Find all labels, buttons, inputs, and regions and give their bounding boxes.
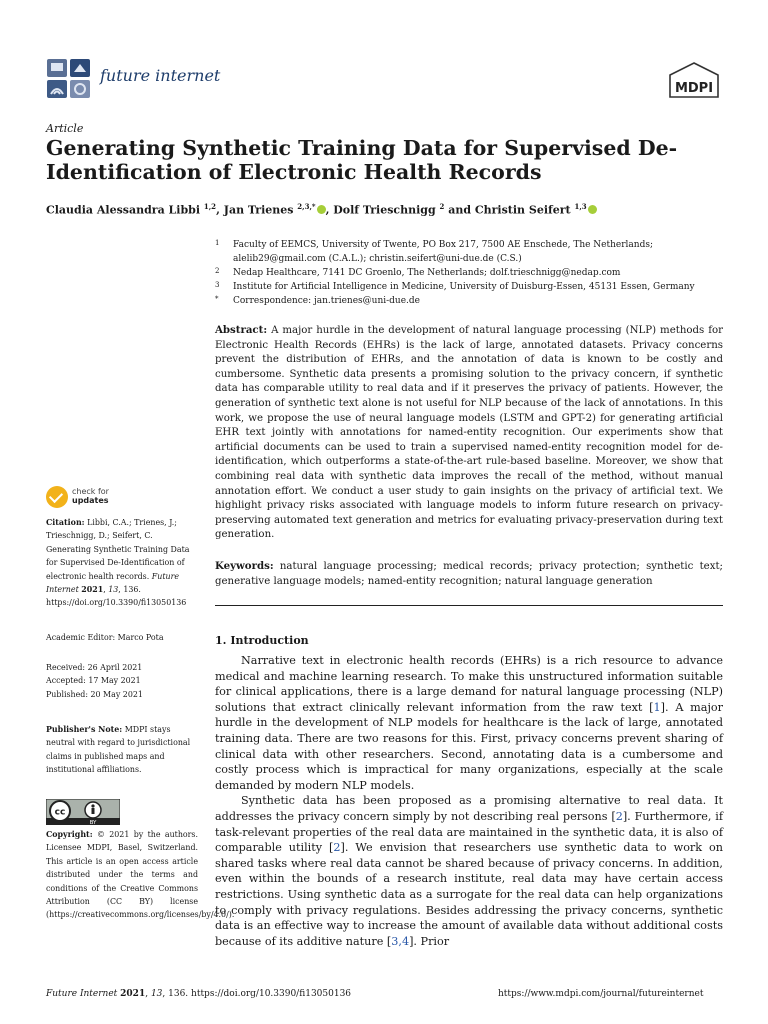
- mdpi-logo-text: MDPI: [674, 81, 714, 96]
- academic-editor: Academic Editor: Marco Pota: [46, 633, 164, 642]
- author-name: Dolf Trieschnigg: [333, 203, 436, 217]
- journal-name: future internet: [100, 66, 221, 85]
- paragraph: Synthetic data has been proposed as a promising alternative to real data. It addresses the privacy concern simply by not describing real persons [2]. Furthermore, if task-relevant properties of the real data are maintained in the synthetic data, it is also of comparable utility [2]. We envision that researchers use synthetic data to work on shared tasks where real data cannot be shared because of privacy concerns. In addition, even within the bounds of a research institute, real data may have certain access restrictions. Using synthetic data as a surrogate for the real data can help organizations to comply with privacy regulations. Besides addressing the privacy concerns, synthetic data is an effective way to increase the amount of available data without additional costs because of its additive nature [3,4]. Prior: [215, 794, 723, 948]
- correspondence: * Correspondence: jan.trienes@uni-due.de: [215, 295, 420, 306]
- cc-badge-text: BY: [89, 820, 97, 825]
- abstract-label: Abstract:: [215, 324, 268, 336]
- accepted-date: Accepted: 17 May 2021: [46, 676, 141, 686]
- article-type: Article: [46, 122, 84, 135]
- author-affil-sup: 1,2: [203, 202, 217, 211]
- citation-link[interactable]: 3,4: [391, 934, 410, 948]
- affiliations: [215, 238, 725, 308]
- abstract: [215, 323, 723, 543]
- affiliation-item: 2 Nedap Healthcare, 7141 DC Groenlo, The Netherlands; dolf.trieschnigg@nedap.com: [215, 267, 621, 278]
- author-affil-sup: 1,3: [574, 202, 587, 211]
- check-updates-label: check for: [72, 487, 109, 496]
- orcid-icon[interactable]: [588, 205, 597, 214]
- footer-citation: Future Internet 2021, 13, 136. https://doi.org/10.3390/fi13050136: [46, 989, 352, 999]
- citation-link[interactable]: 1: [653, 700, 661, 714]
- article-title: Generating Synthetic Training Data for Supervised De-Identification of Electronic Health Records: [46, 136, 678, 184]
- affiliation-item: 1 Faculty of EEMCS, University of Twente, PO Box 217, 7500 AE Enschede, The Netherlands; alelib29@gmail.com (C.A.L.); christin.seifert@uni-due.de (C.S.): [215, 239, 654, 264]
- received-date: Received: 26 April 2021: [46, 663, 143, 672]
- svg-text:cc: cc: [54, 807, 66, 818]
- publisher-note: Publisher's Note: MDPI stays neutral with regard to jurisdictional claims in published maps and institutional affiliations.: [46, 725, 191, 775]
- cc-by-license-icon[interactable]: [46, 799, 120, 825]
- citation: Citation: Libbi, C.A.; Trienes, J.; Trieschnigg, D.; Seifert, C. Generating Synthetic Training Data for Supervised De-Identification of electronic health records. Future Internet 2021, 13, 136. https://doi.org/10.3390/fi13050136: [46, 518, 190, 608]
- check-for-updates-button[interactable]: [46, 486, 186, 510]
- section-heading: 1. Introduction: [215, 634, 309, 647]
- paragraph: Narrative text in electronic health records (EHRs) is a rich resource to advance medical and machine learning research. To make this unstructured information suitable for clinical applications, there is a large demand for natural language processing (NLP) solutions that extract clinically relevant information from the raw text [1]. A major hurdle in the development of NLP models for healthcare is the lack of large, annotated training data. There are two reasons for this. First, privacy concerns prevent sharing of clinical data with other researchers. Second, annotating data is a cumbersome and costly process which is impractical for many organizations, especially at the scale demanded by modern NLP models.: [215, 654, 723, 792]
- body-text: [215, 653, 723, 949]
- dates: [46, 661, 198, 701]
- published-date: Published: 20 May 2021: [46, 689, 143, 699]
- affiliation-item: 3 Institute for Artificial Intelligence in Medicine, University of Duisburg-Essen, 45131 Essen, Germany: [215, 281, 695, 292]
- footer-url[interactable]: https://www.mdpi.com/journal/futureinternet: [498, 989, 704, 999]
- author-name: Claudia Alessandra Libbi: [46, 203, 201, 217]
- author-name: Jan Trienes: [223, 203, 294, 217]
- author-list: Claudia Alessandra Libbi $^{1,2}$, Jan Trienes $^{2,3,*}$ , Dolf Trieschnigg $^2$ and Christin Seifert $^{1,3}$: [46, 202, 597, 217]
- citation-link[interactable]: 2: [333, 841, 341, 855]
- keywords: [215, 559, 723, 589]
- check-updates-label-bold: updates: [72, 496, 109, 505]
- orcid-icon[interactable]: [317, 205, 326, 214]
- keywords-text: natural language processing; medical records; privacy protection; synthetic text; generative language models; named-entity recognition; natural language generation: [215, 561, 723, 587]
- keywords-label: Keywords:: [215, 560, 274, 572]
- author-name: Christin Seifert: [474, 203, 571, 217]
- author-affil-sup: 2,3,*: [297, 202, 316, 211]
- copyright: Copyright: © 2021 by the authors. Licensee MDPI, Basel, Switzerland. This article is an open access article distributed under the terms and conditions of the Creative Commons Attribution (CC BY) license (https://creativecommons.org/licenses/by/4.0/).: [46, 830, 235, 920]
- divider: [215, 605, 723, 606]
- citation-link[interactable]: 2: [615, 809, 623, 823]
- abstract-text: A major hurdle in the development of natural language processing (NLP) methods for Electronic Health Records (EHRs) is the lack of large, annotated datasets. Privacy concerns prevent the distribution of EHRs, and the annotation of data is known to be costly and cumbersome. Synthetic data presents a promising solution to the privacy concern, if synthetic data has comparable utility to real data and if it preserves the privacy of patients. However, the generation of synthetic text alone is not useful for NLP because of the lack of annotations. In this work, we propose the use of neural language models (LSTM and GPT-2) for generating artificial EHR text jointly with annotations for named-entity recognition. Our experiments show that artificial documents can be used to train a supervised named-entity recognition model for de-identification, which outperforms a state-of-the-art rule-based baseline. Moreover, we show that combining real data with synthetic data improves the recall of the method, without manual annotation effort. We conduct a user study to gain insights on the privacy of artificial text. We highlight privacy risks associated with language models to inform future research on privacy-preserving automated text generation and metrics for evaluating privacy-preservation during text generation.: [215, 325, 724, 541]
- check-updates-icon: [46, 486, 68, 508]
- journal-logo-icon: [46, 58, 92, 100]
- mdpi-logo-icon: [667, 62, 721, 98]
- author-affil-sup: 2: [439, 202, 445, 211]
